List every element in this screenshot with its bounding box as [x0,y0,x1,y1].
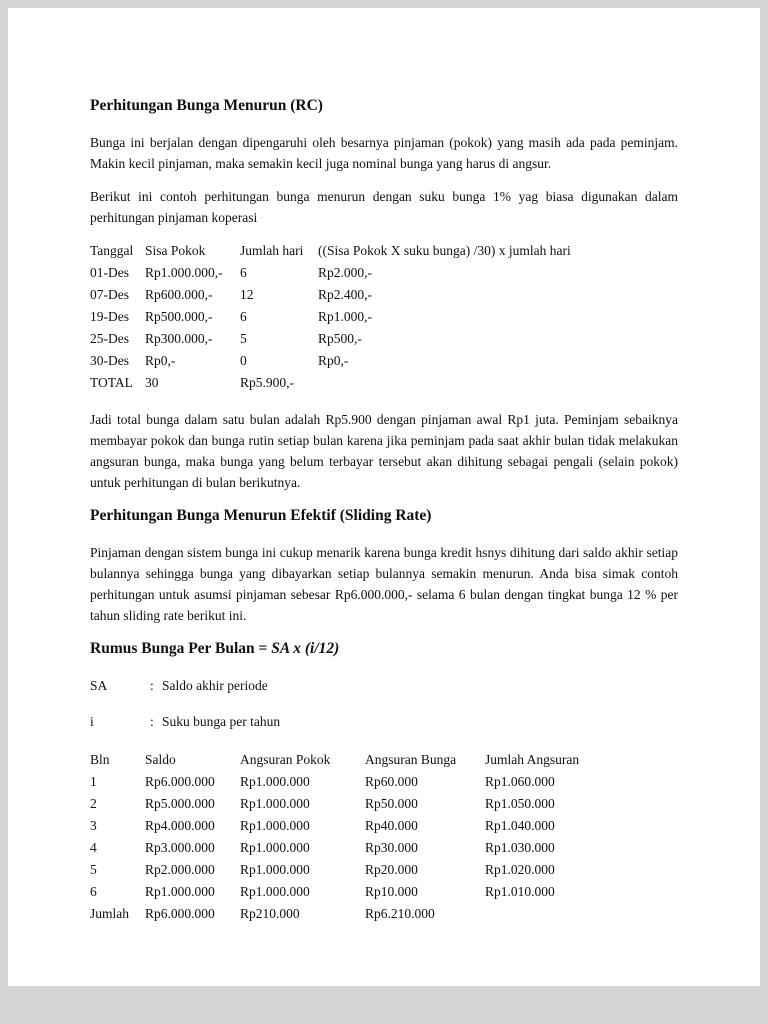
rumus-label: Rumus Bunga Per Bulan = [90,640,272,657]
table-cell: Rp1.010.000 [485,884,555,899]
table-cell [485,903,678,925]
table-cell: 4 [90,840,97,855]
table1-header-row [90,240,678,262]
heading-bunga-menurun-rc: Perhitungan Bunga Menurun (RC) [90,97,323,114]
paragraph-example-intro: Berikut ini contoh perhitungan bunga menurun dengan suku bunga 1% yag biasa digunakan dalam perhitungan pinjaman koperasi [90,189,678,225]
definition-text: Saldo akhir periode [162,678,268,693]
heading-sliding-rate: Perhitungan Bunga Menurun Efektif (Sliding Rate) [90,507,432,524]
table-cell: Rp60.000 [365,774,418,789]
table-cell: 0 [240,353,247,368]
table-cell [318,372,678,394]
table-cell: Rp50.000 [365,796,418,811]
table-cell: Rp1.020.000 [485,862,555,877]
table-cell: Rp2.400,- [318,287,372,302]
rumus-formula: SA x (i/12) [271,640,340,657]
table1-header-tanggal: Tanggal [90,243,134,258]
table-cell: Rp600.000,- [145,287,213,302]
table-cell: Rp1.000.000 [145,884,215,899]
table-cell: Rp1.040.000 [485,818,555,833]
table-row [90,771,678,793]
table-cell: 30 [145,375,159,390]
definition-text: Suku bunga per tahun [162,714,281,729]
table-cell: 2 [90,796,97,811]
table-cell: Jumlah [90,906,129,921]
table-row [90,328,678,350]
table-cell: Rp30.000 [365,840,418,855]
table-cell: Rp1.030.000 [485,840,555,855]
table2-header-angsuran-bunga: Angsuran Bunga [365,752,457,767]
table-row [90,350,678,372]
table-cell: 30-Des [90,353,129,368]
table-row [90,306,678,328]
table-cell: Rp1.000.000,- [145,265,223,280]
definition-colon: : [150,678,154,693]
table-cell: Rp6.210.000 [365,906,435,921]
table-cell: 3 [90,818,97,833]
table2-header-angsuran-pokok: Angsuran Pokok [240,752,331,767]
table-row [90,859,678,881]
paragraph-conclusion-rc: Jadi total bunga dalam satu bulan adalah Rp5.900 dengan pinjaman awal Rp1 juta. Peminjam sebaiknya membayar pokok dan bunga rutin setiap bulan karena jika peminjam pada saat akhir bulan tidak melakukan angsuran bunga, maka bunga yang belum terbayar tersebut akan dihitung sebagai pengali (selain pokok) untuk perhitungan di bulan berikutnya. [90,412,678,490]
table-cell: Rp1.050.000 [485,796,555,811]
table-cell: Rp6.000.000 [145,906,215,921]
table-row [90,815,678,837]
paragraph-intro: Bunga ini berjalan dengan dipengaruhi oleh besarnya pinjaman (pokok) yang masih ada pada peminjam. Makin kecil pinjaman, maka semakin kecil juga nominal bunga yang harus di angsur. [90,135,678,171]
table-row [90,881,678,903]
table-cell: Rp1.000,- [318,309,372,324]
definition-term: SA [90,678,108,693]
table1-total-row [90,372,678,394]
table-cell: Rp6.000.000 [145,774,215,789]
table-cell: Rp2.000.000 [145,862,215,877]
definition-colon: : [150,714,154,729]
table-cell: Rp1.000.000 [240,840,310,855]
table2-header-bln: Bln [90,752,110,767]
table-cell: Rp1.000.000 [240,884,310,899]
definition-term: i [90,714,94,729]
table-cell: TOTAL [90,375,133,390]
table-perhitungan-bunga-menurun [90,240,678,394]
document-page [8,8,760,986]
table-cell: Rp500,- [318,331,362,346]
table-cell: Rp1.000.000 [240,774,310,789]
table1-header-formula: ((Sisa Pokok X suku bunga) /30) x jumlah hari [318,243,571,258]
table-row [90,837,678,859]
table-cell: Rp4.000.000 [145,818,215,833]
table-cell: Rp1.000.000 [240,796,310,811]
table-sliding-rate [90,749,678,925]
table-cell: 6 [240,265,247,280]
table1-header-jumlah-hari: Jumlah hari [240,243,304,258]
table-cell: Rp40.000 [365,818,418,833]
document-content [90,95,678,925]
table-cell: Rp5.000.000 [145,796,215,811]
table-cell: Rp0,- [145,353,176,368]
table-cell: 1 [90,774,97,789]
definition-sa [90,675,678,696]
table-cell: 12 [240,287,254,302]
table-cell: 5 [240,331,247,346]
table-cell: Rp2.000,- [318,265,372,280]
table-cell: Rp500.000,- [145,309,213,324]
table2-header-jumlah-angsuran: Jumlah Angsuran [485,752,580,767]
table-cell: 6 [240,309,247,324]
table-row [90,793,678,815]
definition-i [90,711,678,732]
table2-header-row [90,749,678,771]
table-cell: Rp210.000 [240,906,300,921]
table-cell: 07-Des [90,287,129,302]
table-cell: Rp0,- [318,353,349,368]
table-cell: 5 [90,862,97,877]
table-cell: Rp20.000 [365,862,418,877]
table-row [90,262,678,284]
table-cell: Rp10.000 [365,884,418,899]
table-cell: 25-Des [90,331,129,346]
table-row [90,284,678,306]
table-cell: Rp1.000.000 [240,862,310,877]
paragraph-sliding-rate-intro: Pinjaman dengan sistem bunga ini cukup menarik karena bunga kredit hsnys dihitung dari saldo akhir setiap bulannya sehingga bunga yang dibayarkan setiap bulannya semakin menurun. Anda bisa simak contoh perhitungan untuk asumsi pinjaman sebesar Rp6.000.000,- selama 6 bulan dengan tingkat bunga 12 % per tahun sliding rate berikut ini. [90,545,678,623]
table-cell: Rp1.000.000 [240,818,310,833]
table-cell: 19-Des [90,309,129,324]
table-cell: 6 [90,884,97,899]
heading-rumus-bunga [90,638,678,659]
table-cell: Rp3.000.000 [145,840,215,855]
table1-header-sisa-pokok: Sisa Pokok [145,243,206,258]
table2-header-saldo: Saldo [145,752,176,767]
table-cell: Rp1.060.000 [485,774,555,789]
table-cell: Rp5.900,- [240,375,294,390]
table-cell: Rp300.000,- [145,331,213,346]
table-cell: 01-Des [90,265,129,280]
table2-total-row [90,903,678,925]
